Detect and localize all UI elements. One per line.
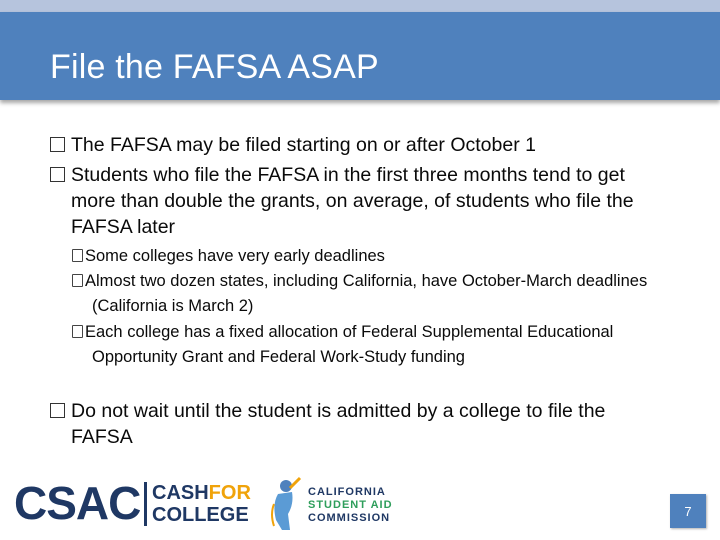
- bullet-level1: [50, 162, 670, 240]
- cash-label: CASH: [152, 482, 209, 504]
- bullet-text: Some colleges have very early deadlines: [85, 247, 385, 265]
- bullet-level1: [50, 132, 670, 158]
- bullet-text: Each college has a fixed allocation of Federal Supplemental Educational Opportunity Grant and Federal Work-Study funding: [85, 323, 614, 366]
- college-label: COLLEGE: [152, 504, 249, 526]
- bullet-text: Students who file the FAFSA in the first three months tend to get more than double the grants, on average, of students who file the FAFSA later: [71, 164, 634, 238]
- bullet-level2: [72, 320, 640, 370]
- for-label: FOR: [208, 482, 251, 504]
- bullet-level2: [72, 244, 672, 269]
- logo-line-student-aid: STUDENT AID: [308, 499, 393, 511]
- bullet-text: Do not wait until the student is admitted by a college to file the FAFSA: [71, 400, 606, 448]
- logo-line-commission: COMMISSION: [308, 512, 391, 524]
- student-figure-icon: [268, 474, 304, 532]
- bullet-level1: [50, 398, 660, 450]
- square-bullet-icon: [50, 403, 65, 418]
- bullet-level2: [72, 269, 650, 319]
- california-student-aid-logo: [308, 486, 393, 525]
- slide-title: File the FAFSA ASAP: [50, 48, 379, 86]
- logo-divider: [144, 482, 147, 526]
- footer: [0, 470, 720, 540]
- square-bullet-icon: [50, 167, 65, 182]
- bullet-text: The FAFSA may be filed starting on or after October 1: [71, 134, 536, 156]
- top-accent-strip: [0, 0, 720, 12]
- sub-bullet-icon: [72, 249, 83, 262]
- csac-logo: CSAC: [14, 477, 141, 529]
- page-number: 7: [670, 494, 706, 528]
- sub-bullet-icon: [72, 274, 83, 287]
- logo-line-california: CALIFORNIA: [308, 486, 386, 498]
- sub-bullet-icon: [72, 325, 83, 338]
- cash-for-college-logo: [152, 482, 251, 526]
- square-bullet-icon: [50, 137, 65, 152]
- title-bar: [0, 12, 720, 100]
- bullet-text: Almost two dozen states, including California, have October-March deadlines (California is March 2): [85, 272, 648, 315]
